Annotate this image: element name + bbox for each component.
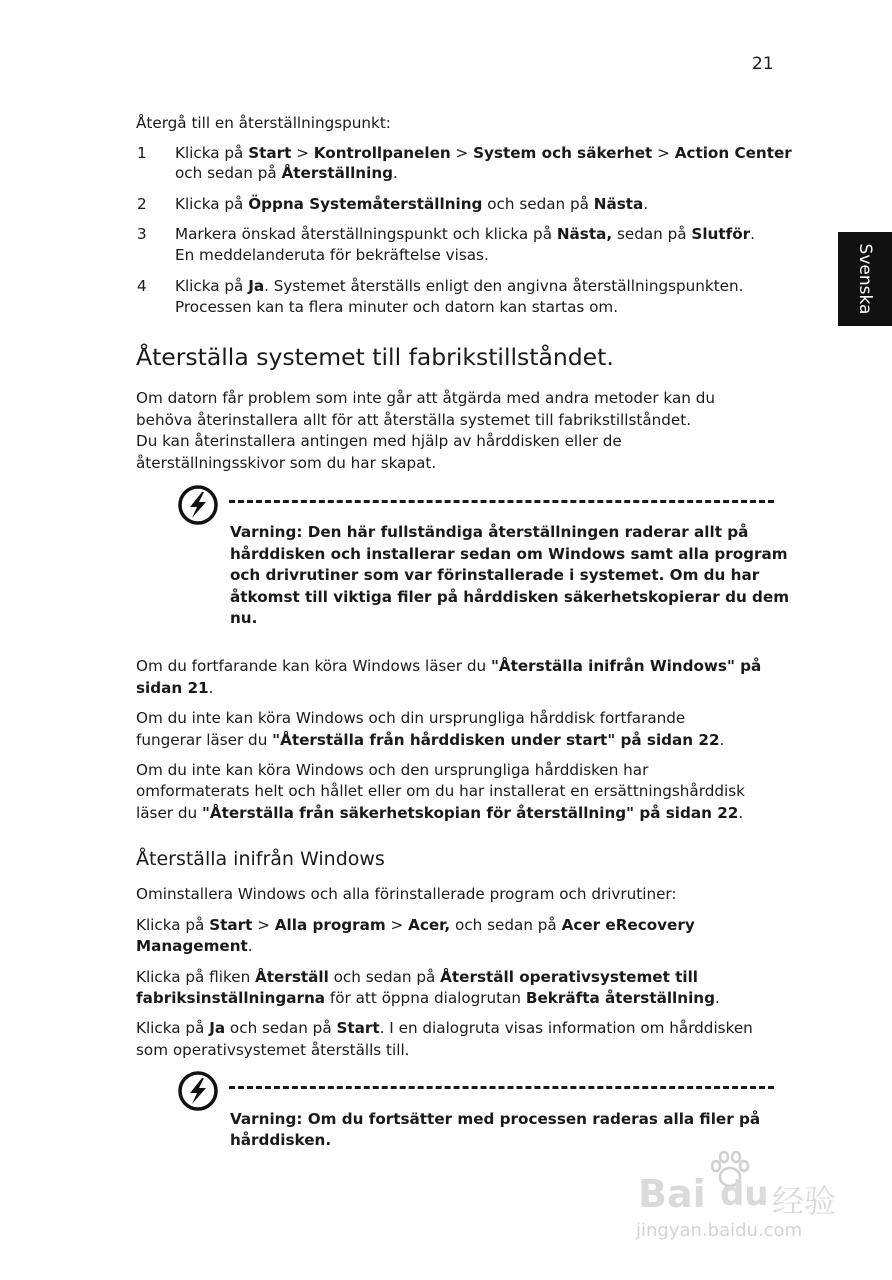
- step-line: [175, 297, 618, 319]
- body-line: återställningsskivor som du har skapat.: [136, 454, 437, 472]
- step-line: [175, 245, 489, 267]
- warning-line: nu.: [230, 609, 258, 627]
- reference-line: [136, 803, 743, 825]
- text-run: .: [393, 164, 398, 182]
- text-run: för att öppna dialogrutan: [325, 989, 526, 1007]
- bold-run: Start: [336, 1019, 380, 1037]
- page-number: 21: [752, 54, 774, 74]
- bold-run: Återställ operativsystemet till: [440, 968, 699, 986]
- bold-run: Nästa,: [556, 225, 613, 243]
- warning-line: hårddisken och installerar sedan om Windows samt alla program: [230, 545, 788, 563]
- text-run: Klicka på: [136, 1019, 210, 1037]
- bold-run: "Återställa inifrån Windows" på: [490, 657, 762, 675]
- reference-line: [136, 656, 761, 678]
- bold-run: Ja: [209, 1019, 226, 1037]
- section-heading: Återställa systemet till fabrikstillståndet.: [136, 343, 614, 371]
- text-run: Klicka på: [136, 916, 210, 934]
- text-run: >: [252, 916, 275, 934]
- warning-line: åtkomst till viktiga filer på hårddisken säkerhetskopierar du dem: [230, 588, 790, 606]
- warning-divider: [229, 500, 774, 503]
- text-run: och sedan på: [328, 968, 441, 986]
- baidu-watermark: [630, 1150, 870, 1250]
- step-number: 2: [137, 195, 147, 213]
- text-run: >: [291, 144, 314, 162]
- text-run: .: [714, 989, 720, 1007]
- text-run: Klicka på: [175, 277, 249, 295]
- warning-line: hårddisken.: [230, 1131, 332, 1149]
- body-line: [136, 967, 698, 989]
- bold-run: Öppna Systemåterställning: [248, 195, 483, 213]
- warning-divider: [229, 1086, 774, 1089]
- text-run: .: [247, 937, 253, 955]
- step-line: [175, 224, 755, 246]
- bold-run: Start: [209, 916, 253, 934]
- reference-line: [136, 708, 685, 730]
- bold-run: Ja: [248, 277, 265, 295]
- text-run: .: [208, 679, 214, 697]
- body-line: [136, 915, 695, 937]
- text-run: Klicka på fliken: [136, 968, 256, 986]
- text-run: Om du inte kan köra Windows och din ursprungliga hårddisk fortfarande: [136, 709, 686, 727]
- bold-run: Bekräfta återställning: [525, 989, 715, 1007]
- reference-line: [136, 760, 648, 782]
- text-run: .: [738, 804, 744, 822]
- warning-line: Varning: Om du fortsätter med processen raderas alla filer på: [230, 1110, 761, 1128]
- text-run: och sedan på: [225, 1019, 337, 1037]
- text-run: .: [643, 195, 649, 213]
- bold-run: Acer,: [408, 916, 451, 934]
- warning-icon: [177, 1070, 219, 1112]
- watermark-brand-du: du: [720, 1174, 769, 1214]
- bold-run: Slutför: [691, 225, 751, 243]
- body-line: Om datorn får problem som inte går att åtgärda med andra metoder kan du: [136, 389, 715, 407]
- step-number: 4: [137, 277, 147, 295]
- bold-run: Start: [248, 144, 292, 162]
- bold-run: Action Center: [674, 144, 792, 162]
- step-line: [175, 276, 743, 298]
- reference-line: [136, 730, 724, 752]
- text-run: fungerar läser du: [136, 731, 273, 749]
- bold-run: Management: [136, 937, 248, 955]
- text-run: Processen kan ta flera minuter och datorn kan startas om.: [175, 298, 619, 316]
- step-line: [175, 143, 792, 165]
- watermark-brand: Bai: [638, 1172, 706, 1216]
- warning-icon: [177, 484, 219, 526]
- language-tab-label: Svenska: [855, 243, 875, 315]
- text-run: och sedan på: [482, 195, 594, 213]
- text-run: och sedan på: [175, 164, 282, 182]
- text-run: Om du fortfarande kan köra Windows läser du: [136, 657, 491, 675]
- text-run: Markera önskad återställningspunkt och klicka på: [175, 225, 557, 243]
- body-line: [136, 884, 677, 906]
- bold-run: Alla program: [274, 916, 386, 934]
- text-run: >: [385, 916, 409, 934]
- reference-line: [136, 678, 213, 700]
- warning-line: och drivrutiner som var förinstallerade i systemet. Om du har: [230, 566, 760, 584]
- intro-text: Återgå till en återställningspunkt:: [136, 114, 391, 132]
- bold-run: fabriksinställningarna: [136, 989, 326, 1007]
- body-line: behöva återinstallera allt för att återställa systemet till fabrikstillståndet.: [136, 411, 692, 429]
- watermark-cn: 经验: [772, 1182, 837, 1220]
- text-run: En meddelanderuta för bekräftelse visas.: [175, 246, 489, 264]
- step-line: [175, 163, 398, 185]
- text-run: . I en dialogruta visas information om hårddisken: [379, 1019, 753, 1037]
- text-run: >: [652, 144, 675, 162]
- text-run: .: [719, 731, 725, 749]
- text-run: .: [750, 225, 755, 243]
- text-run: sedan på: [612, 225, 692, 243]
- bold-run: System och säkerhet: [473, 144, 653, 162]
- body-line: [136, 936, 253, 958]
- text-run: omformaterats helt och hållet eller om du har installerat en ersättningshårddisk: [136, 782, 745, 800]
- text-run: >: [450, 144, 474, 162]
- step-number: 3: [137, 225, 147, 243]
- step-line: [175, 194, 648, 216]
- body-line: [136, 1018, 753, 1040]
- text-run: Klicka på: [175, 195, 249, 213]
- bold-run: Kontrollpanelen: [313, 144, 451, 162]
- body-line: Du kan återinstallera antingen med hjälp av hårddisken eller de: [136, 432, 622, 450]
- language-tab: [838, 232, 892, 326]
- bold-run: sidan 21: [136, 679, 209, 697]
- text-run: Klicka på: [175, 144, 249, 162]
- bold-run: "Återställa från hårddisken under start" på sidan 22: [272, 731, 720, 749]
- bold-run: Nästa: [593, 195, 644, 213]
- step-number: 1: [137, 144, 147, 162]
- text-run: Ominstallera Windows och alla förinstallerade program och drivrutiner:: [136, 885, 677, 903]
- subsection-heading: Återställa inifrån Windows: [136, 848, 385, 870]
- text-run: läser du: [136, 804, 202, 822]
- reference-line: [136, 781, 745, 803]
- watermark-url: jingyan.baidu.com: [636, 1220, 803, 1241]
- bold-run: "Återställa från säkerhetskopian för återställning" på sidan 22: [201, 804, 739, 822]
- text-run: som operativsystemet återställs till.: [136, 1041, 410, 1059]
- text-run: och sedan på: [450, 916, 562, 934]
- body-line: [136, 1040, 410, 1062]
- warning-line: Varning: Den här fullständiga återställningen raderar allt på: [230, 523, 749, 541]
- bold-run: Återställning: [281, 164, 393, 182]
- body-line: [136, 988, 720, 1010]
- text-run: . Systemet återställs enligt den angivna återställningspunkten.: [264, 277, 744, 295]
- bold-run: Acer eRecovery: [561, 916, 695, 934]
- bold-run: Återställ: [255, 968, 329, 986]
- text-run: Om du inte kan köra Windows och den ursprungliga hårddisken har: [136, 761, 649, 779]
